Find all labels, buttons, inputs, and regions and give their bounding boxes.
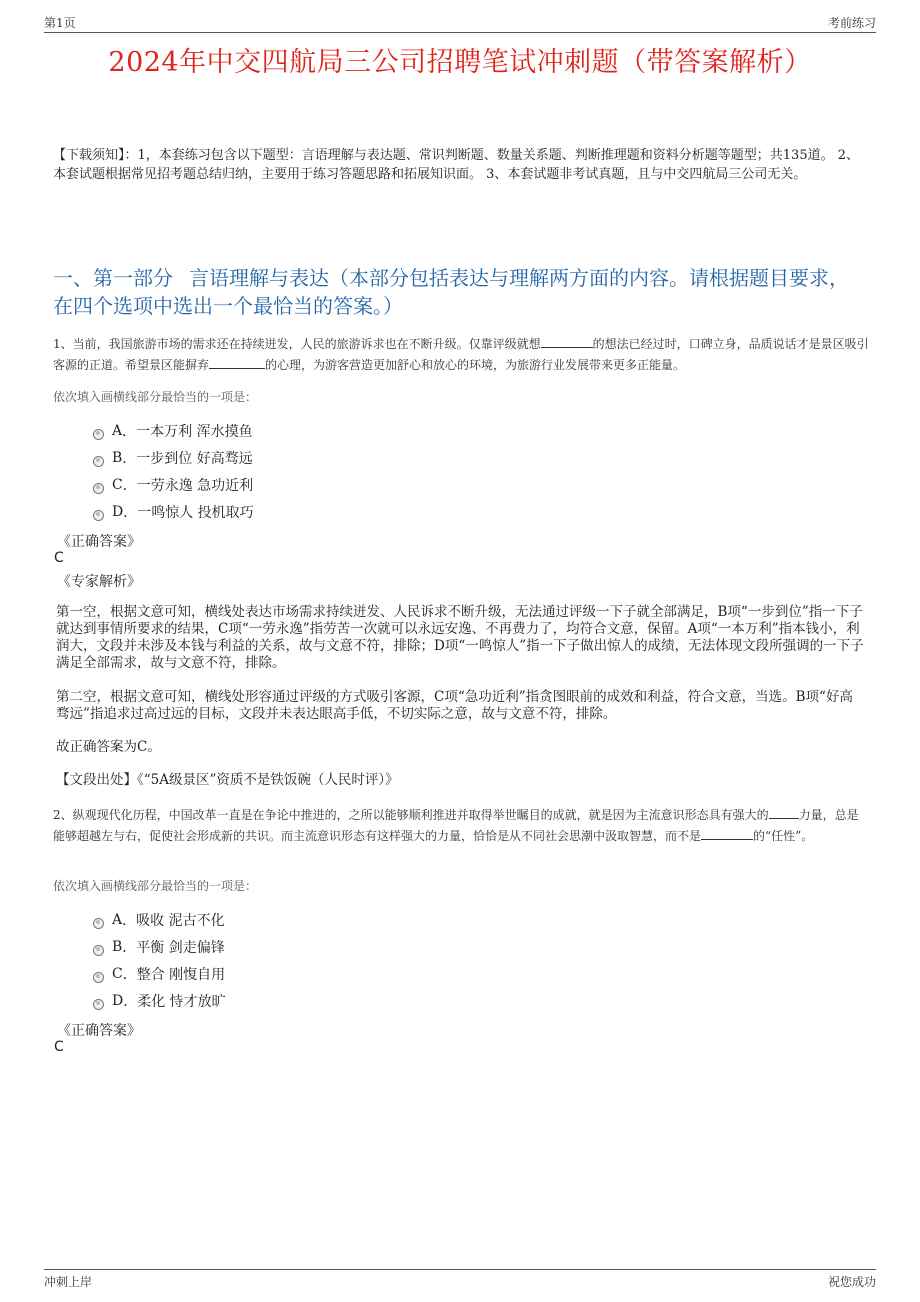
option-c[interactable]: C ． 一劳永逸 急功近利	[93, 475, 253, 495]
question-2-prompt: 依次填入画横线部分最恰当的一项是：	[53, 879, 258, 893]
radio-icon[interactable]	[93, 483, 104, 494]
page-footer	[44, 1269, 876, 1291]
section-text: 言语理解与表达（本部分包括表达与理解两方面的内容。请根据题目要求，在四个选项中选出一个最恰当的答案。）	[53, 266, 849, 318]
footer-left: 冲刺上岸	[44, 1275, 93, 1289]
section-heading	[53, 264, 865, 320]
radio-icon[interactable]	[93, 972, 104, 983]
radio-icon[interactable]	[93, 429, 104, 440]
text-source: 【文段出处】《“5A级景区”资质不是铁饭碗（人民时评）》	[56, 772, 399, 788]
answer-label: 《正确答案》	[57, 534, 141, 550]
section-prefix: 一、第一部分	[53, 266, 173, 290]
answer-value: C	[54, 550, 64, 566]
download-notice: 【下载须知】：1，本套练习包含以下题型：言语理解与表达题、常识判断题、数量关系题、判断推理题和资料分析题等题型；共135道。 2、本套试题根据常见招考题总结归纳，主要用于练习答题思路和拓展知识面。 3、本套试题非考试真题，且与中交四航局三公司无关。	[53, 148, 859, 182]
answer-value: C	[54, 1039, 64, 1055]
option-c[interactable]: C ． 整合 刚愎自用	[93, 964, 225, 984]
page-title: 2024年中交四航局三公司招聘笔试冲刺题（带答案解析）	[108, 47, 812, 78]
page-header	[44, 14, 876, 33]
question-2-stem: 2、纵观现代化历程，中国改革一直是在争论中推进的，之所以能够顺利推进并取得举世瞩目的成就，就是因为主流意识形态具有强大的 力量，总是能够超越左与右，促使社会形成新的共识。而主流意识形态有这样强大的力量，恰恰是从不同社会思潮中汲取智慧，而不是 的“任性”。	[53, 808, 859, 843]
option-b[interactable]: B ． 平衡 剑走偏锋	[93, 937, 225, 957]
footer-right: 祝您成功	[827, 1275, 876, 1289]
radio-icon[interactable]	[93, 510, 104, 521]
option-a[interactable]: A ． 吸收 泥古不化	[93, 910, 225, 930]
option-b[interactable]: B ． 一步到位 好高骛远	[93, 448, 253, 468]
answer-label: 《正确答案》	[57, 1023, 141, 1039]
option-d[interactable]: D ． 柔化 恃才放旷	[93, 991, 226, 1011]
radio-icon[interactable]	[93, 456, 104, 467]
header-tag: 考前练习	[827, 16, 876, 30]
radio-icon[interactable]	[93, 999, 104, 1010]
page-number: 第1页	[44, 16, 76, 30]
analysis-label: 《专家解析》	[57, 574, 141, 590]
answer-blank	[209, 356, 265, 369]
question-1-prompt: 依次填入画横线部分最恰当的一项是：	[53, 390, 258, 404]
analysis-paragraph: 第二空，根据文意可知，横线处形容通过评级的方式吸引客源，C项“急功近利”指贪图眼前的成效和利益，符合文意，当选。B项“好高骛远”指追求过高过远的目标，文段并未表达眼高手低，不切实际之意，故与文意不符，排除。	[56, 689, 853, 722]
answer-blank	[769, 806, 799, 819]
radio-icon[interactable]	[93, 945, 104, 956]
answer-blank	[541, 335, 593, 348]
radio-icon[interactable]	[93, 918, 104, 929]
option-a[interactable]: A ． 一本万利 浑水摸鱼	[93, 421, 253, 441]
option-d[interactable]: D ． 一鸣惊人 投机取巧	[93, 502, 254, 522]
question-1-stem: 1、当前，我国旅游市场的需求还在持续迸发，人民的旅游诉求也在不断升级。仅靠评级就想 的想法已经过时，口碑立身，品质说话才是景区吸引客源的正道。希望景区能摒弃 的心理，为游客营造更加舒心和放心的环境，为旅游行业发展带来更多正能量。	[53, 337, 869, 372]
answer-blank	[701, 827, 753, 840]
analysis-paragraph: 第一空，根据文意可知，横线处表达市场需求持续迸发、人民诉求不断升级，无法通过评级一下子就全部满足，B项“一步到位”指一下子就达到事情所要求的结果，C项“一劳永逸”指劳苦一次就可以永远安逸、不再费力了，均符合文意，保留。A项“一本万利”指本钱小，利润大，文段并未涉及本钱与利益的关系，故与文意不符，排除；D项“一鸣惊人”指一下子做出惊人的成绩，无法体现文段所强调的一下子满足全部需求，故与文意不符，排除。	[56, 604, 864, 671]
analysis-conclusion: 故正确答案为C。	[56, 739, 161, 755]
